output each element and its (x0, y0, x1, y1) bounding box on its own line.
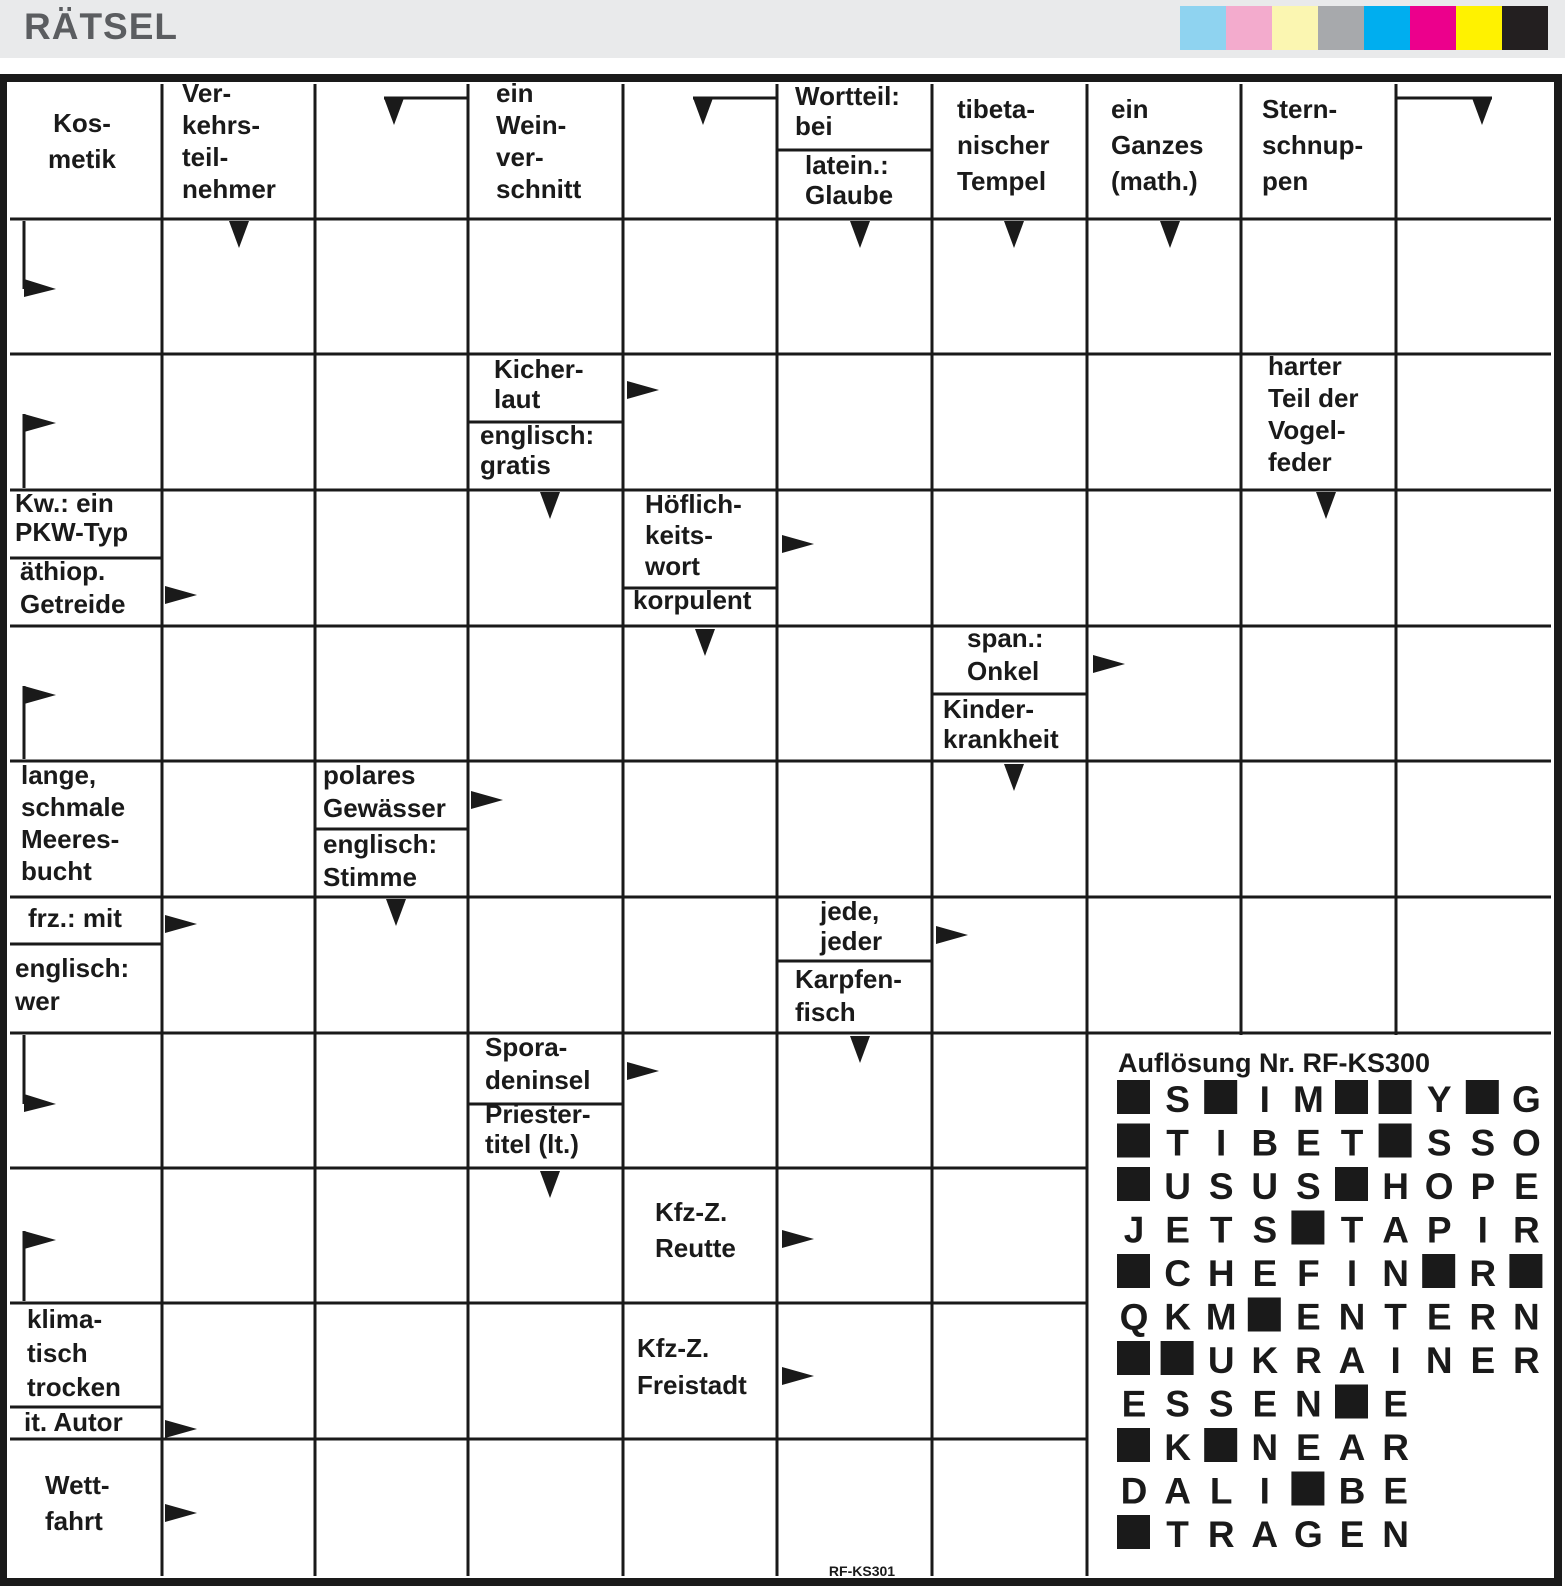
solution-letter: A (1382, 1209, 1409, 1251)
solution-letter: E (1252, 1383, 1278, 1425)
clue-priestertitel: Priester-titel (lt.) (485, 1099, 591, 1159)
solution-letter: J (1123, 1209, 1145, 1251)
clue-kfz-reutte: Kfz-Z. Reutte (655, 1197, 736, 1263)
clue-frz-mit: frz.: mit (28, 903, 122, 933)
solution-letter: N (1513, 1296, 1540, 1338)
clue-verkehrsteilnehmer: Ver-kehrs-teil-nehmer (182, 78, 276, 204)
solution-letter: S (1252, 1209, 1278, 1251)
solution-letter: M (1205, 1296, 1237, 1338)
solution-letter: P (1470, 1166, 1496, 1207)
clue-tibetanischer-tempel: tibeta-nischer Tempel (957, 94, 1050, 196)
solution-black-square (1335, 1385, 1368, 1419)
solution-letter: T (1340, 1122, 1364, 1164)
clue-englisch-wer: englisch: wer (15, 953, 130, 1016)
solution-black-square (1291, 1211, 1324, 1245)
solution-letter: E (1121, 1383, 1147, 1425)
clue-kicherlaut: Kicher-laut (494, 354, 584, 414)
solution-letter: I (1259, 1079, 1270, 1120)
solution-letter: L (1209, 1470, 1233, 1512)
solution-letter: N (1338, 1296, 1366, 1338)
solution-letter: E (1296, 1122, 1321, 1164)
solution-letter: Q (1119, 1296, 1149, 1338)
solution-letter: S (1165, 1079, 1190, 1120)
solution-letter: A (1251, 1514, 1279, 1555)
solution-letter: E (1426, 1296, 1452, 1338)
solution-black-square (1117, 1515, 1150, 1549)
solution-black-square (1117, 1080, 1150, 1114)
solution-letter: N (1425, 1340, 1453, 1381)
solution-letter: I (1259, 1470, 1270, 1512)
clue-englisch-gratis: englisch: gratis (480, 420, 595, 480)
solution-letter: O (1424, 1166, 1454, 1207)
solution-letter: S (1426, 1122, 1452, 1164)
solution-letter: T (1340, 1209, 1364, 1251)
clue-hoeflichkeitswort: Höflich-keits-wort (645, 489, 742, 581)
clue-wortteil-bei: Wortteil: bei (795, 81, 900, 141)
clue-jede-jeder: jede, jeder (820, 896, 883, 956)
solution-row (1121, 1471, 1408, 1512)
solution-letter: N (1295, 1383, 1322, 1425)
solution-letter: D (1120, 1470, 1148, 1512)
clue-karpfenfisch: Karpfen-fisch (795, 964, 902, 1027)
clue-harter-teil: harter Teil der Vogel-feder (1268, 351, 1359, 477)
solution-black-square (1117, 1124, 1150, 1158)
solution-letter: I (1477, 1209, 1488, 1251)
solution-letter: C (1164, 1253, 1191, 1294)
solution-letter: E (1514, 1166, 1539, 1207)
solution-letter: O (1512, 1122, 1541, 1164)
solution-black-square (1204, 1428, 1237, 1462)
solution-black-square (1509, 1254, 1542, 1288)
clue-meeresbucht: lange, schmale Meeres-bucht (21, 760, 126, 886)
puzzle-code: RF-KS301 (828, 1563, 896, 1579)
clue-polares-gewaesser: polares Gewässer (323, 760, 446, 823)
solution-black-square (1466, 1080, 1499, 1114)
solution-letter: R (1469, 1296, 1497, 1338)
solution-letter: B (1338, 1470, 1366, 1512)
solution-letter: T (1209, 1209, 1233, 1251)
solution-letter: E (1383, 1470, 1408, 1512)
solution-letter: A (1164, 1470, 1191, 1512)
solution-letter: T (1384, 1296, 1407, 1338)
solution-letter: S (1470, 1122, 1496, 1164)
solution-letter: K (1164, 1296, 1191, 1338)
clue-latein-glaube: latein.: Glaube (805, 150, 894, 210)
solution-black-square (1291, 1472, 1324, 1506)
solution-letter: I (1216, 1122, 1227, 1164)
solution-letter: R (1295, 1340, 1322, 1381)
page-title: RÄTSEL (24, 6, 178, 47)
clue-klimatisch-trocken: klima-tisch trocken (27, 1304, 121, 1402)
solution-letter: S (1208, 1166, 1234, 1207)
solution-letter: B (1251, 1122, 1279, 1164)
solution-black-square (1248, 1298, 1281, 1332)
solution-letter: S (1208, 1383, 1234, 1425)
solution-letter: T (1166, 1514, 1189, 1555)
solution-black-square (1204, 1080, 1237, 1114)
solution-black-square (1117, 1254, 1150, 1288)
solution-black-square (1379, 1080, 1412, 1114)
solution-black-square (1379, 1124, 1412, 1158)
solution-letter: E (1470, 1340, 1496, 1381)
solution-letter: F (1297, 1253, 1320, 1294)
solution-black-square (1422, 1254, 1455, 1288)
solution-letter: A (1338, 1427, 1366, 1468)
clue-it-autor: it. Autor (24, 1407, 123, 1437)
clue-kinderkrankheit: Kinder-krankheit (943, 694, 1059, 754)
solution-letter: T (1166, 1122, 1189, 1164)
solution-letter: S (1296, 1166, 1321, 1207)
solution-black-square (1117, 1341, 1150, 1375)
solution-letter: R (1469, 1253, 1497, 1294)
solution-letter: R (1513, 1340, 1540, 1381)
solution-letter: E (1296, 1296, 1321, 1338)
solution-letter: K (1164, 1427, 1191, 1468)
solution-black-square (1117, 1428, 1150, 1462)
clue-sternschnuppen: Stern-schnup-pen (1262, 94, 1364, 196)
solution-letter: E (1165, 1209, 1190, 1251)
clue-englisch-stimme: englisch: Stimme (323, 829, 438, 892)
clue-korpulent: korpulent (633, 585, 752, 615)
solution-letter: U (1207, 1340, 1235, 1381)
solution-letter: E (1252, 1253, 1278, 1294)
solution-letter: U (1164, 1166, 1191, 1207)
solution-letter: N (1382, 1514, 1409, 1555)
solution-letter: K (1251, 1340, 1279, 1381)
solution-letter: I (1390, 1340, 1401, 1381)
clue-span-onkel: span.: Onkel (967, 623, 1044, 686)
solution-letter: U (1251, 1166, 1279, 1207)
solution-letter: M (1292, 1079, 1324, 1120)
solution-letter: A (1338, 1340, 1366, 1381)
solution-black-square (1161, 1341, 1194, 1375)
solution-title: Auflösung Nr. RF-KS300 (1118, 1048, 1431, 1078)
solution-letter: S (1165, 1383, 1190, 1425)
solution-black-square (1117, 1167, 1150, 1201)
clue-sporadeninsel: Spora-deninsel (485, 1032, 591, 1095)
solution-letter: E (1339, 1514, 1365, 1555)
solution-letter: N (1251, 1427, 1279, 1468)
solution-black-square (1335, 1167, 1368, 1201)
solution-letter: G (1512, 1079, 1541, 1120)
solution-letter: G (1294, 1514, 1323, 1555)
clue-wettfahrt: Wett-fahrt (45, 1470, 110, 1536)
solution-black-square (1335, 1080, 1368, 1114)
clue-kosmetik: Kos-metik (48, 108, 116, 174)
solution-letter: P (1426, 1209, 1452, 1251)
solution-letter: E (1383, 1383, 1408, 1425)
solution-letter: H (1382, 1166, 1409, 1207)
solution-letter: R (1207, 1514, 1235, 1555)
solution-letter: Y (1426, 1079, 1452, 1120)
clue-aethiop-getreide: äthiop. Getreide (20, 556, 126, 619)
clue-kw-pkw-typ: Kw.: ein PKW-Typ (15, 488, 129, 547)
clue-kfz-freistadt: Kfz-Z. Freistadt (637, 1333, 747, 1400)
solution-letter: H (1207, 1253, 1235, 1294)
solution-row (1122, 1384, 1408, 1425)
solution-letter: E (1296, 1427, 1321, 1468)
solution-letter: R (1513, 1209, 1540, 1251)
clue-ein-ganzes: ein Ganzes (math.) (1111, 94, 1204, 196)
solution-letter: R (1382, 1427, 1409, 1468)
solution-letter: N (1382, 1253, 1409, 1294)
solution-letter: I (1346, 1253, 1358, 1294)
clue-weinverschnitt: ein Wein-ver-schnitt (496, 78, 582, 204)
